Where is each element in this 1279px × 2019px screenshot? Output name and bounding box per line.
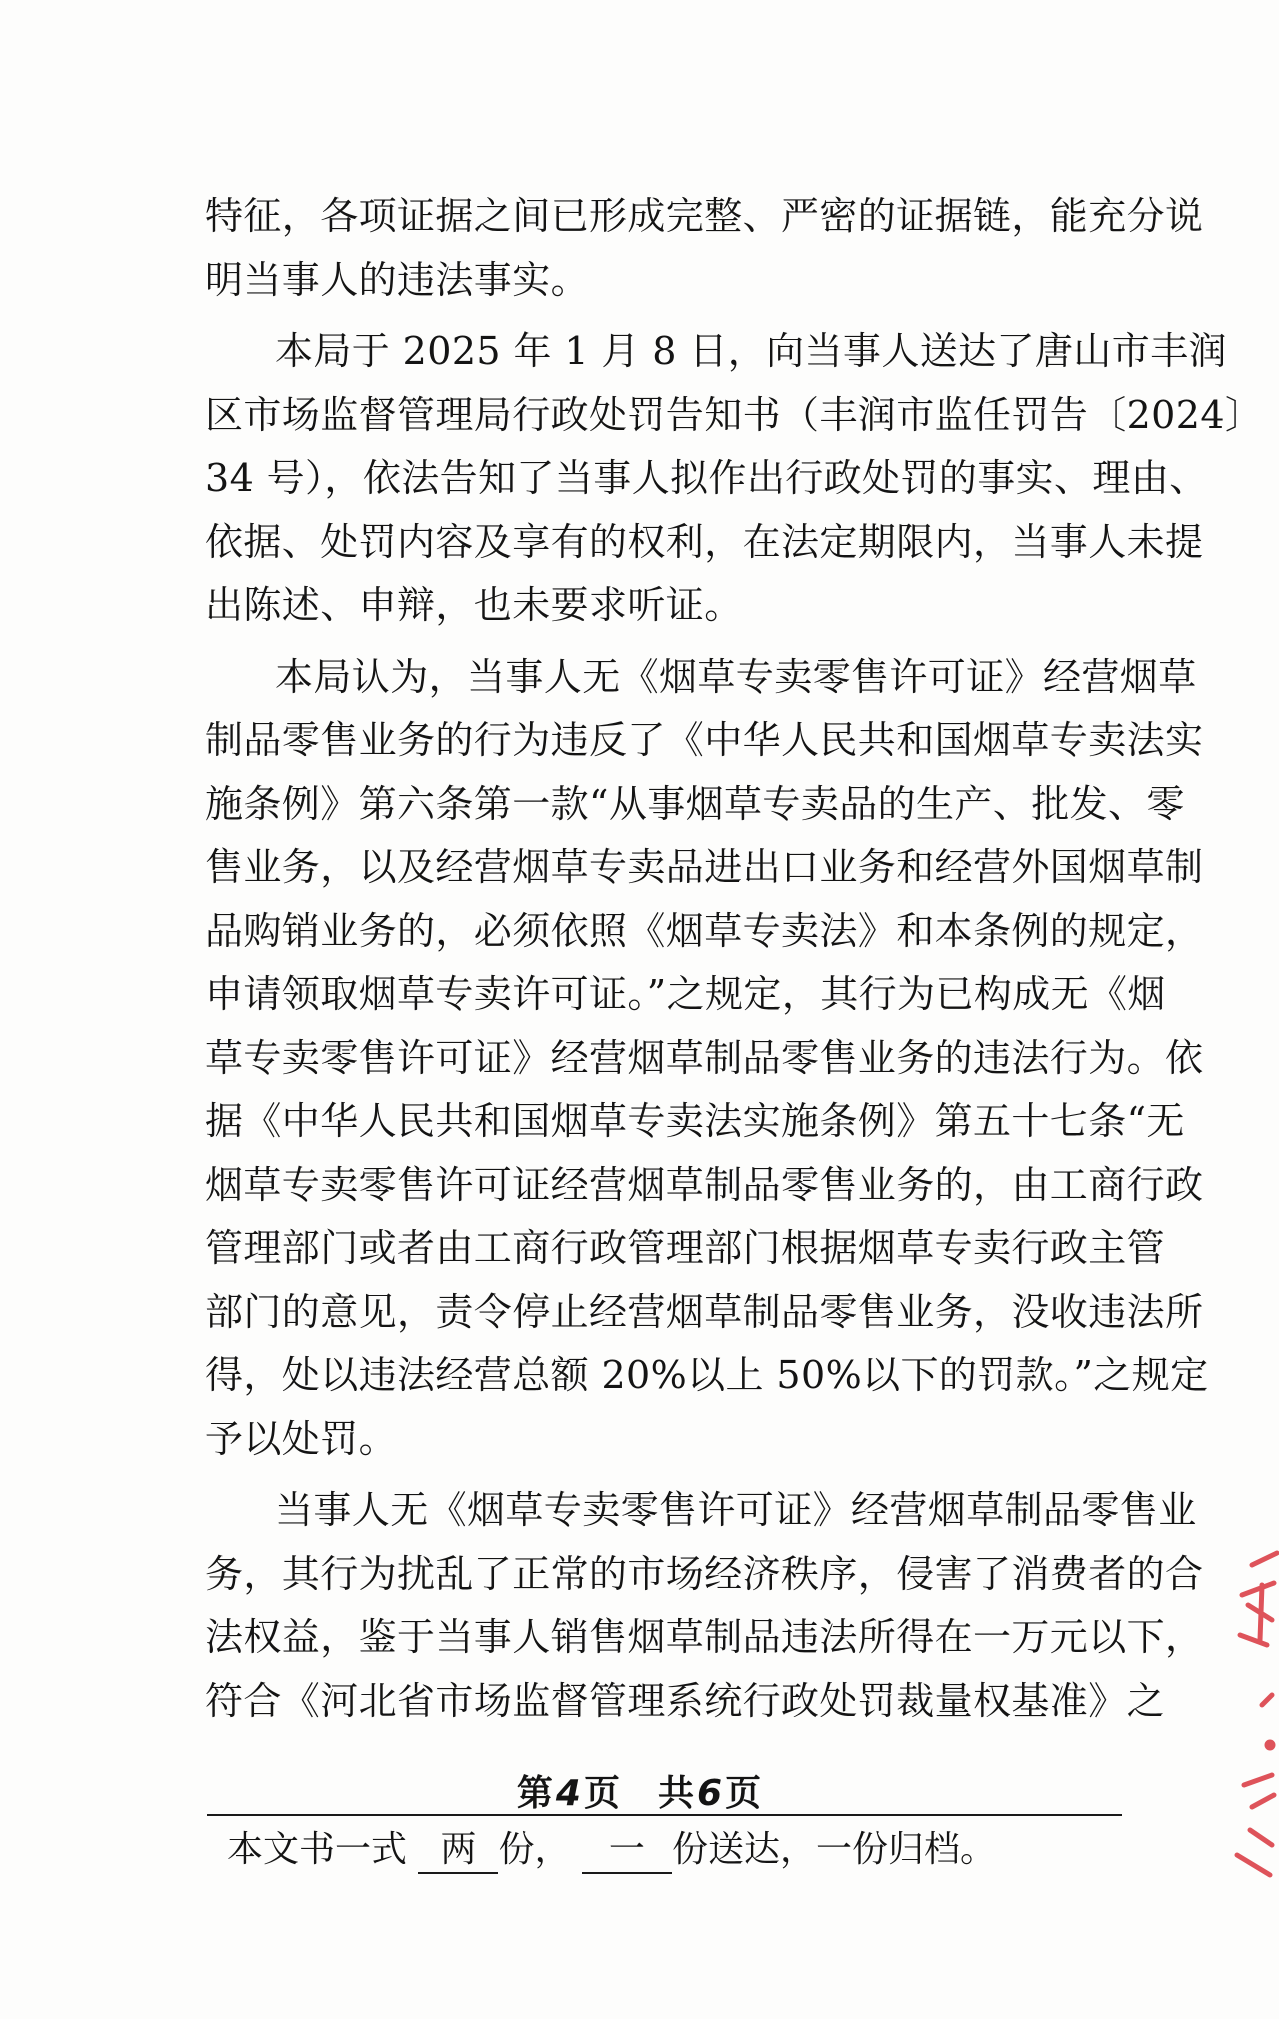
page-number bbox=[0, 1765, 1279, 1816]
paragraph bbox=[205, 1479, 1204, 1733]
page-number-prefix: 第 bbox=[516, 1772, 554, 1814]
text-line: 务，其行为扰乱了正常的市场经济秩序，侵害了消费者的合 bbox=[205, 1551, 1204, 1596]
text-line: 区市场监督管理局行政处罚告知书（丰润市监任罚告〔2024〕 bbox=[205, 392, 1264, 437]
paragraph-gap bbox=[205, 312, 1085, 320]
text-line: 管理部门或者由工商行政管理部门根据烟草专卖行政主管 bbox=[205, 1226, 1166, 1270]
text-line: 依据、处罚内容及享有的权利，在法定期限内，当事人未提 bbox=[205, 519, 1204, 564]
footer-text-2: 份， bbox=[498, 1829, 571, 1870]
text-line: 本局于 2025 年 1 月 8 日，向当事人送达了唐山市丰润 bbox=[275, 329, 1227, 373]
page-number-suffix: 页 bbox=[725, 1772, 763, 1814]
paragraph bbox=[205, 646, 1209, 1472]
page-number-total: 6 bbox=[697, 1773, 724, 1814]
text-line: 符合《河北省市场监督管理系统行政处罚裁量权基准》之 bbox=[205, 1678, 1166, 1723]
text-line: 申请领取烟草专卖许可证。”之规定，其行为已构成无《烟 bbox=[205, 972, 1166, 1016]
footer-text-1: 本文书一式 bbox=[227, 1829, 408, 1870]
text-line: 品购销业务的，必须依照《烟草专卖法》和本条例的规定， bbox=[205, 908, 1204, 953]
footer-copies-blank: 两 bbox=[418, 1828, 498, 1874]
text-line: 据《中华人民共和国烟草专卖法实施条例》第五十七条“无 bbox=[205, 1099, 1185, 1143]
paragraph bbox=[205, 185, 1204, 312]
text-line: 本局认为，当事人无《烟草专卖零售许可证》经营烟草 bbox=[275, 654, 1197, 699]
text-line: 34 号），依法告知了当事人拟作出行政处罚的事实、理由、 bbox=[205, 456, 1208, 500]
text-line: 施条例》第六条第一款“从事烟草专卖品的生产、批发、零 bbox=[205, 781, 1185, 826]
page-number-current: 4 bbox=[555, 1773, 582, 1814]
text-line: 部门的意见，责令停止经营烟草制品零售业务，没收违法所 bbox=[205, 1289, 1204, 1334]
red-seal-stamp bbox=[1222, 1545, 1279, 1885]
footer-copies-note bbox=[227, 1820, 996, 1880]
paragraph-gap bbox=[205, 638, 1085, 646]
text-line: 明当事人的违法事实。 bbox=[205, 257, 590, 302]
footer-served-blank: 一 bbox=[582, 1828, 672, 1874]
text-line: 得，处以违法经营总额 20%以上 50%以下的罚款。”之规定 bbox=[205, 1353, 1209, 1397]
text-line: 制品零售业务的行为违反了《中华人民共和国烟草专卖法实 bbox=[205, 718, 1204, 762]
footer-divider bbox=[207, 1814, 1122, 1816]
paragraph-gap bbox=[205, 1471, 1085, 1479]
text-line: 出陈述、申辩，也未要求听证。 bbox=[205, 583, 743, 627]
footer-text-3: 份送达，一份归档。 bbox=[671, 1829, 996, 1870]
text-line: 草专卖零售许可证》经营烟草制品零售业务的违法行为。依 bbox=[205, 1035, 1204, 1080]
text-line: 售业务，以及经营烟草专卖品进出口业务和经营外国烟草制 bbox=[205, 845, 1204, 889]
text-line: 予以处罚。 bbox=[205, 1416, 398, 1461]
paragraph bbox=[205, 320, 1264, 638]
text-line: 特征，各项证据之间已形成完整、严密的证据链，能充分说 bbox=[205, 194, 1204, 238]
text-line: 法权益，鉴于当事人销售烟草制品违法所得在一万元以下， bbox=[205, 1615, 1204, 1659]
document-body bbox=[205, 185, 1264, 1733]
text-line: 烟草专卖零售许可证经营烟草制品零售业务的，由工商行政 bbox=[205, 1162, 1204, 1207]
text-line: 当事人无《烟草专卖零售许可证》经营烟草制品零售业 bbox=[275, 1488, 1197, 1532]
page-number-mid: 页 共 bbox=[583, 1772, 695, 1814]
